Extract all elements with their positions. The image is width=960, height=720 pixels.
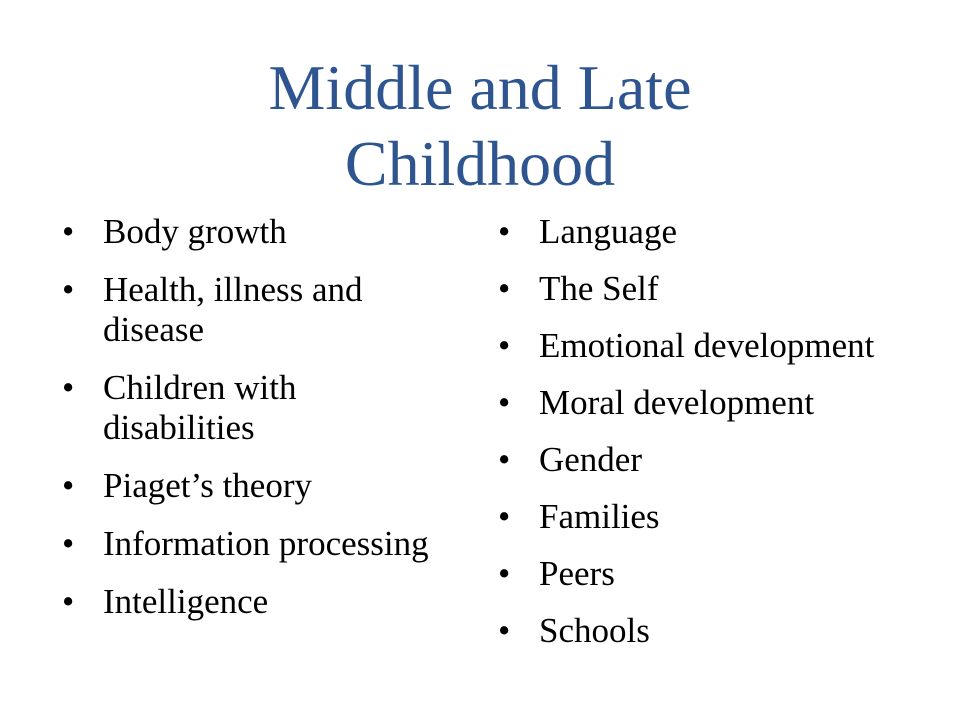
list-item-text: Emotional development [539,326,875,365]
list-item-text: Peers [539,554,615,593]
slide-title-line-2: Childhood [344,128,616,199]
list-item [498,212,898,252]
bullet-icon: • [498,611,511,650]
left-bullet-list [62,212,442,640]
list-item [62,368,442,448]
list-item-text: Intelligence [103,582,269,621]
slide-title-line-1: Middle and Late [268,52,692,123]
list-item-text: Children with disabilities [103,368,297,447]
list-item [498,440,898,480]
bullet-icon: • [498,383,511,422]
list-item-text: Gender [539,440,643,479]
list-item-text: The Self [539,269,659,308]
list-item-text: Schools [539,611,650,650]
bullet-icon: • [62,582,75,621]
list-item-text: Families [539,497,660,536]
list-item-text: Moral development [539,383,815,422]
list-item [498,383,898,423]
list-item [62,466,442,506]
bullet-icon: • [62,524,75,563]
list-item-text: Piaget’s theory [103,466,312,505]
bullet-icon: • [498,212,511,251]
bullet-icon: • [498,554,511,593]
list-item [62,270,442,350]
list-item [498,554,898,594]
bullet-icon: • [62,270,75,309]
list-item-text: Health, illness and disease [103,270,363,349]
list-item-text: Language [539,212,677,251]
bullet-icon: • [498,326,511,365]
right-bullet-list [498,212,898,668]
bullet-icon: • [498,497,511,536]
list-item [62,524,442,564]
list-item [498,326,898,366]
bullet-icon: • [62,466,75,505]
list-item [62,212,442,252]
bullet-icon: • [62,368,75,407]
bullet-icon: • [498,440,511,479]
list-item-text: Information processing [103,524,429,563]
bullet-icon: • [62,212,75,251]
bullet-icon: • [498,269,511,308]
list-item [498,497,898,537]
list-item [498,269,898,309]
slide-title [0,50,960,202]
list-item [62,582,442,622]
list-item-text: Body growth [103,212,287,251]
list-item [498,611,898,651]
